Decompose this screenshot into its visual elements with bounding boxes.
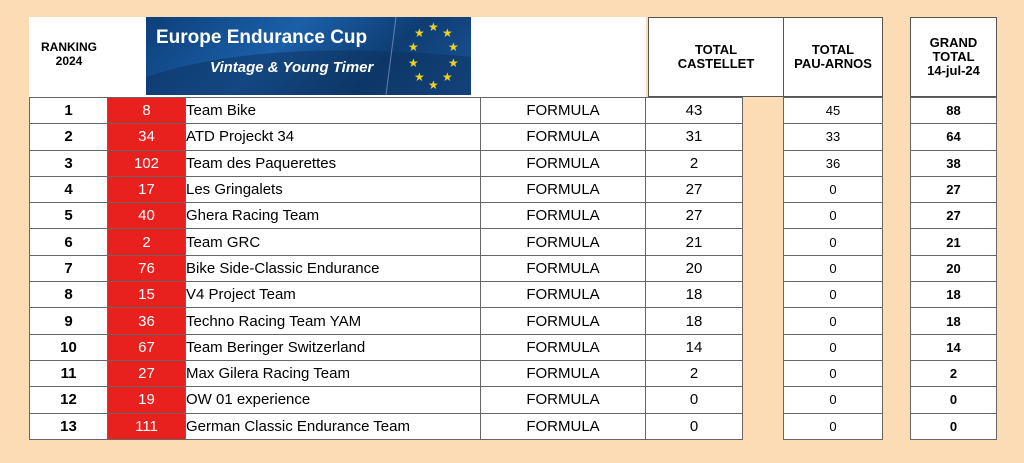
- table-row: [911, 229, 997, 255]
- table-row: [911, 150, 997, 176]
- race-number-cell: 34: [108, 124, 186, 150]
- category-cell: FORMULA: [481, 98, 646, 124]
- grand-total-cell: 0: [911, 387, 997, 413]
- castellet-points-cell: 0: [646, 413, 743, 439]
- table-row: [784, 255, 883, 281]
- pau-points-cell: 0: [784, 308, 883, 334]
- ranking-table: [29, 97, 743, 440]
- castellet-points-cell: 18: [646, 282, 743, 308]
- table-row: [784, 282, 883, 308]
- grand-total-cell: 64: [911, 124, 997, 150]
- race-number-cell: 19: [108, 387, 186, 413]
- team-name-cell: Les Gringalets: [186, 176, 481, 202]
- grand-total-cell: 20: [911, 255, 997, 281]
- rank-cell: 13: [30, 413, 108, 439]
- category-cell: FORMULA: [481, 387, 646, 413]
- team-name-cell: German Classic Endurance Team: [186, 413, 481, 439]
- castellet-points-cell: 2: [646, 150, 743, 176]
- rank-cell: 2: [30, 124, 108, 150]
- rank-cell: 9: [30, 308, 108, 334]
- race-number-cell: 36: [108, 308, 186, 334]
- castellet-points-cell: 0: [646, 387, 743, 413]
- team-name-cell: Team des Paquerettes: [186, 150, 481, 176]
- table-row: [911, 124, 997, 150]
- svg-text:★: ★: [448, 56, 459, 70]
- team-name-cell: Techno Racing Team YAM: [186, 308, 481, 334]
- category-cell: FORMULA: [481, 255, 646, 281]
- grand-total-cell: 14: [911, 334, 997, 360]
- europe-endurance-cup-logo: [146, 17, 471, 95]
- grand-total-cell: 0: [911, 413, 997, 439]
- pau-arnos-table: [783, 97, 883, 440]
- table-row: [911, 98, 997, 124]
- table-row: [30, 334, 743, 360]
- grand-total-cell: 21: [911, 229, 997, 255]
- table-row: [784, 229, 883, 255]
- team-name-cell: Max Gilera Racing Team: [186, 360, 481, 386]
- team-name-cell: ATD Projeckt 34: [186, 124, 481, 150]
- pau-points-cell: 0: [784, 229, 883, 255]
- race-number-cell: 27: [108, 360, 186, 386]
- pau-points-cell: 0: [784, 387, 883, 413]
- table-row: [784, 203, 883, 229]
- grand-total-cell: 88: [911, 98, 997, 124]
- table-row: [30, 308, 743, 334]
- grand-total-table: [910, 97, 997, 440]
- castellet-points-cell: 27: [646, 203, 743, 229]
- category-cell: FORMULA: [481, 413, 646, 439]
- rank-cell: 11: [30, 360, 108, 386]
- castellet-points-cell: 2: [646, 360, 743, 386]
- grand-total-cell: 18: [911, 308, 997, 334]
- table-row: [784, 360, 883, 386]
- ranking-year: 2024: [55, 54, 83, 68]
- table-row: [784, 98, 883, 124]
- castellet-points-cell: 14: [646, 334, 743, 360]
- table-row: [784, 150, 883, 176]
- race-number-cell: 15: [108, 282, 186, 308]
- table-row: [911, 255, 997, 281]
- pau-points-cell: 0: [784, 176, 883, 202]
- table-row: [911, 360, 997, 386]
- total-castellet-header: TOTAL CASTELLET: [648, 17, 784, 97]
- pau-points-cell: 0: [784, 413, 883, 439]
- race-number-cell: 8: [108, 98, 186, 124]
- category-cell: FORMULA: [481, 124, 646, 150]
- grand-total-cell: 38: [911, 150, 997, 176]
- table-row: [30, 176, 743, 202]
- svg-text:★: ★: [428, 78, 439, 92]
- svg-text:★: ★: [408, 56, 419, 70]
- race-number-cell: 40: [108, 203, 186, 229]
- castellet-points-cell: 21: [646, 229, 743, 255]
- total-pau-header: TOTAL PAU-ARNOS: [783, 17, 883, 97]
- castellet-points-cell: 31: [646, 124, 743, 150]
- grand-total-cell: 2: [911, 360, 997, 386]
- table-row: [30, 360, 743, 386]
- rank-cell: 7: [30, 255, 108, 281]
- pau-points-cell: 0: [784, 255, 883, 281]
- race-number-cell: 17: [108, 176, 186, 202]
- ranking-label: RANKING: [41, 40, 97, 54]
- grand-total-cell: 18: [911, 282, 997, 308]
- category-cell: FORMULA: [481, 150, 646, 176]
- table-row: [30, 150, 743, 176]
- grand-total-cell: 27: [911, 203, 997, 229]
- pau-points-cell: 0: [784, 360, 883, 386]
- castellet-points-cell: 43: [646, 98, 743, 124]
- svg-text:★: ★: [442, 70, 453, 84]
- svg-text:★: ★: [414, 26, 425, 40]
- race-number-cell: 76: [108, 255, 186, 281]
- race-number-cell: 2: [108, 229, 186, 255]
- rank-cell: 1: [30, 98, 108, 124]
- grand-total-cell: 27: [911, 176, 997, 202]
- table-row: [30, 255, 743, 281]
- pau-points-cell: 0: [784, 282, 883, 308]
- table-row: [911, 387, 997, 413]
- team-name-cell: Bike Side-Classic Endurance: [186, 255, 481, 281]
- castellet-points-cell: 18: [646, 308, 743, 334]
- grand-total-header: GRAND TOTAL 14-jul-24: [910, 17, 997, 97]
- svg-text:★: ★: [414, 70, 425, 84]
- table-row: [784, 334, 883, 360]
- rank-cell: 5: [30, 203, 108, 229]
- pau-points-cell: 45: [784, 98, 883, 124]
- pau-points-cell: 0: [784, 334, 883, 360]
- team-name-cell: OW 01 experience: [186, 387, 481, 413]
- race-number-cell: 67: [108, 334, 186, 360]
- svg-text:★: ★: [448, 40, 459, 54]
- table-row: [911, 308, 997, 334]
- table-row: [30, 387, 743, 413]
- table-row: [911, 334, 997, 360]
- category-cell: FORMULA: [481, 203, 646, 229]
- category-cell: FORMULA: [481, 334, 646, 360]
- category-cell: FORMULA: [481, 360, 646, 386]
- pau-points-cell: 33: [784, 124, 883, 150]
- category-cell: FORMULA: [481, 282, 646, 308]
- svg-text:★: ★: [428, 20, 439, 34]
- rank-cell: 10: [30, 334, 108, 360]
- rank-cell: 3: [30, 150, 108, 176]
- pau-points-cell: 0: [784, 203, 883, 229]
- race-number-cell: 102: [108, 150, 186, 176]
- table-row: [784, 124, 883, 150]
- rank-cell: 12: [30, 387, 108, 413]
- table-row: [911, 176, 997, 202]
- rank-cell: 6: [30, 229, 108, 255]
- castellet-points-cell: 27: [646, 176, 743, 202]
- team-name-cell: Team Beringer Switzerland: [186, 334, 481, 360]
- category-cell: FORMULA: [481, 176, 646, 202]
- table-row: [911, 203, 997, 229]
- team-name-cell: V4 Project Team: [186, 282, 481, 308]
- rank-cell: 8: [30, 282, 108, 308]
- team-name-cell: Ghera Racing Team: [186, 203, 481, 229]
- logo-subtitle: Vintage & Young Timer: [210, 59, 374, 76]
- category-cell: FORMULA: [481, 229, 646, 255]
- castellet-points-cell: 20: [646, 255, 743, 281]
- table-row: [30, 282, 743, 308]
- rank-cell: 4: [30, 176, 108, 202]
- pau-points-cell: 36: [784, 150, 883, 176]
- logo-title: Europe Endurance Cup: [156, 27, 368, 48]
- ranking-heading: [30, 40, 108, 68]
- table-row: [784, 413, 883, 439]
- svg-text:★: ★: [442, 26, 453, 40]
- table-row: [784, 387, 883, 413]
- table-row: [30, 203, 743, 229]
- svg-text:★: ★: [408, 40, 419, 54]
- team-name-cell: Team Bike: [186, 98, 481, 124]
- table-row: [911, 413, 997, 439]
- team-name-cell: Team GRC: [186, 229, 481, 255]
- table-row: [911, 282, 997, 308]
- table-row: [784, 308, 883, 334]
- table-row: [30, 413, 743, 439]
- category-cell: FORMULA: [481, 308, 646, 334]
- table-row: [784, 176, 883, 202]
- table-row: [30, 98, 743, 124]
- race-number-cell: 111: [108, 413, 186, 439]
- table-row: [30, 229, 743, 255]
- table-row: [30, 124, 743, 150]
